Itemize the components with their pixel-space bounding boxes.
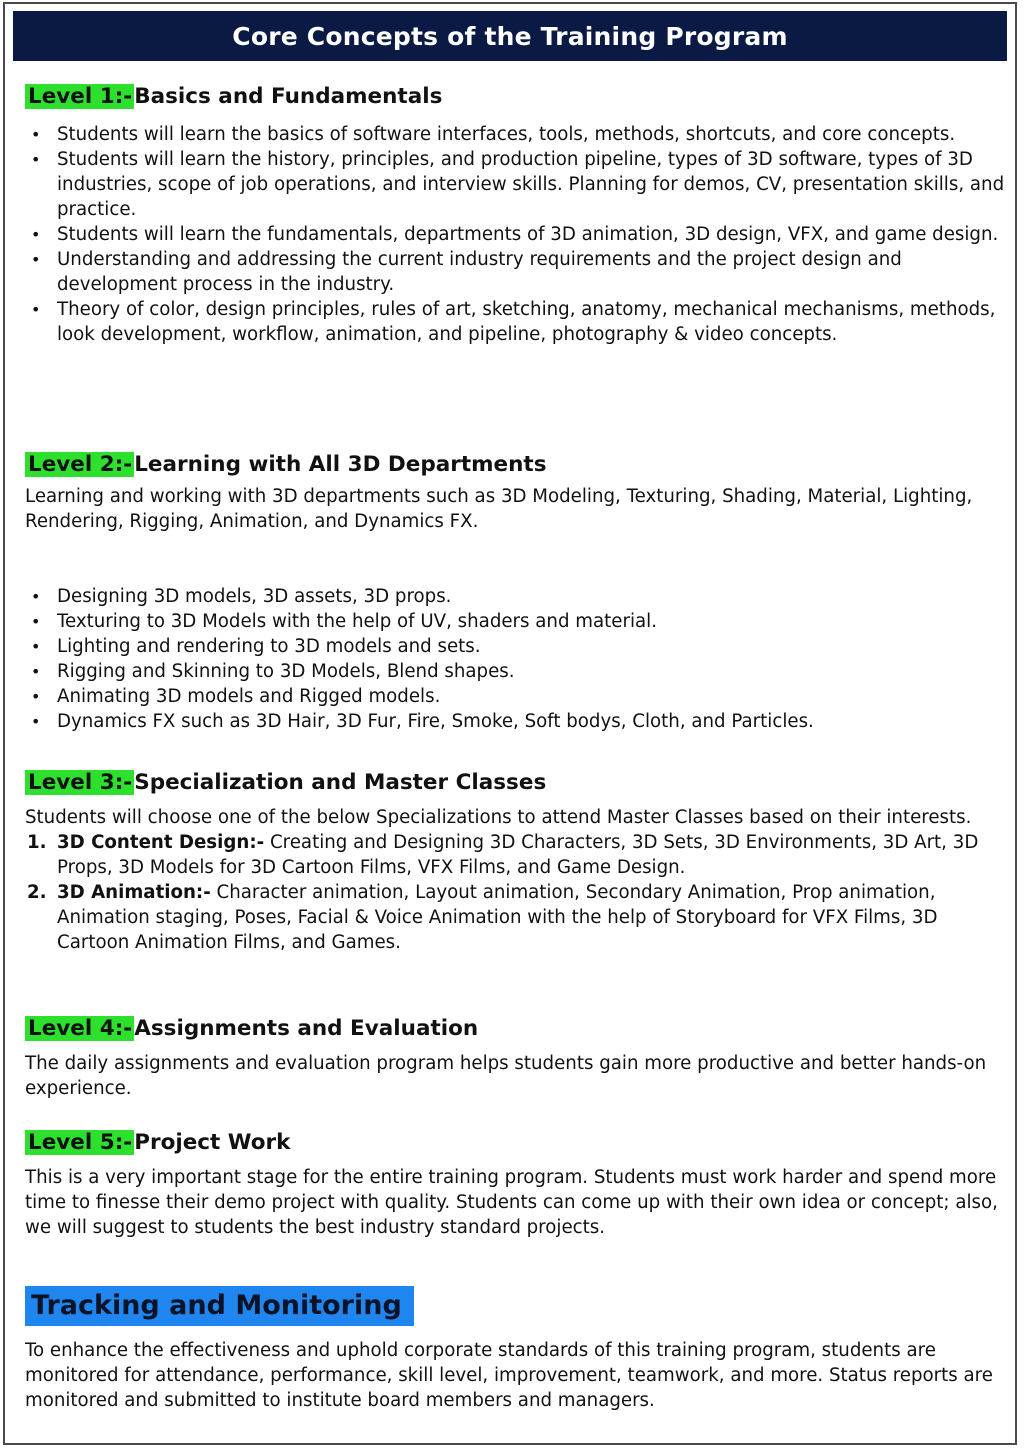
level-2-intro-text: Learning and working with 3D departments such as 3D Modeling, Texturing, Shading, Material, Lighting, Rendering, Rigging, Animation, and Dynamics FX. bbox=[25, 486, 973, 532]
level-2-title: Learning with All 3D Departments bbox=[134, 452, 547, 477]
list-item: • Students will learn the fundamentals, departments of 3D animation, 3D design, VFX, and game design. bbox=[25, 222, 1010, 247]
level-2-heading bbox=[25, 450, 1010, 480]
list-item: • Dynamics FX such as 3D Hair, 3D Fur, Fire, Smoke, Soft bodys, Cloth, and Particles. bbox=[25, 709, 1010, 734]
level-5-title: Project Work bbox=[134, 1130, 291, 1155]
list-item-text: Creating and Designing 3D Characters, 3D Sets, 3D Environments, 3D Art, 3D Props, 3D Models for 3D Cartoon Films, VFX Films, and Game Design. bbox=[57, 832, 979, 878]
document-page bbox=[3, 2, 1017, 1445]
level-2-intro bbox=[25, 484, 1010, 534]
list-item-term: 3D Content Design:- bbox=[57, 832, 265, 853]
list-item bbox=[25, 880, 1010, 955]
page-title-banner bbox=[13, 11, 1007, 61]
list-item: • Lighting and rendering to 3D models and sets. bbox=[25, 634, 1010, 659]
level-4-tag: Level 4:- bbox=[25, 1016, 134, 1041]
level-3-numbered-list bbox=[25, 830, 1010, 955]
level-4-heading bbox=[25, 1014, 1010, 1044]
list-item-term: 3D Animation:- bbox=[57, 882, 211, 903]
level-3-heading bbox=[25, 768, 1010, 798]
level-3-intro-text: Students will choose one of the below Specializations to attend Master Classes based on their interests. bbox=[25, 807, 972, 828]
level-5-intro-text: This is a very important stage for the entire training program. Students must work harder and spend more time to finesse their demo project with quality. Students can come up with their own idea or concept; also, we will suggest to students the best industry standard projects. bbox=[25, 1167, 998, 1238]
level-3-section bbox=[25, 768, 1010, 955]
list-item: • Theory of color, design principles, rules of art, sketching, anatomy, mechanical mechanisms, methods, look development, workflow, animation, and pipeline, photography & video concepts. bbox=[25, 297, 1010, 347]
level-1-bullet-list bbox=[25, 122, 1010, 347]
list-item bbox=[25, 830, 1010, 880]
level-2-bullet-list bbox=[25, 584, 1010, 734]
list-item: • Students will learn the history, principles, and production pipeline, types of 3D software, types of 3D industries, scope of job operations, and interview skills. Planning for demos, CV, presentation skills, and practice. bbox=[25, 147, 1010, 222]
level-1-heading bbox=[25, 82, 1010, 112]
list-item-text: Character animation, Layout animation, Secondary Animation, Prop animation, Animation staging, Poses, Facial & Voice Animation with the help of Storyboard for VFX Films, 3D Cartoon Animation Films, and Games. bbox=[57, 882, 938, 953]
list-item: • Students will learn the basics of software interfaces, tools, methods, shortcuts, and core concepts. bbox=[25, 122, 1010, 147]
tracking-body bbox=[25, 1338, 1010, 1413]
list-item: • Understanding and addressing the current industry requirements and the project design and development process in the industry. bbox=[25, 247, 1010, 297]
level-3-tag: Level 3:- bbox=[25, 770, 134, 795]
level-2-tag: Level 2:- bbox=[25, 452, 134, 477]
level-2-section bbox=[25, 450, 1010, 734]
page-title: Core Concepts of the Training Program bbox=[232, 21, 788, 51]
level-1-title: Basics and Fundamentals bbox=[134, 84, 443, 109]
list-item: • Texturing to 3D Models with the help of UV, shaders and material. bbox=[25, 609, 1010, 634]
level-3-intro bbox=[25, 805, 1010, 830]
tracking-section bbox=[25, 1286, 1010, 1413]
list-number: 2. bbox=[27, 882, 47, 903]
tracking-heading: Tracking and Monitoring bbox=[25, 1286, 414, 1326]
level-3-title: Specialization and Master Classes bbox=[134, 770, 547, 795]
tracking-text: To enhance the effectiveness and uphold corporate standards of this training program, students are monitored for attendance, performance, skill level, improvement, teamwork, and more. Status reports are monitored and submitted to institute board members and managers. bbox=[25, 1340, 993, 1411]
level-4-intro-text: The daily assignments and evaluation program helps students gain more productive and better hands-on experience. bbox=[25, 1053, 987, 1099]
level-5-tag: Level 5:- bbox=[25, 1130, 134, 1155]
list-item: • Animating 3D models and Rigged models. bbox=[25, 684, 1010, 709]
level-1-tag: Level 1:- bbox=[25, 84, 134, 109]
level-1-section bbox=[25, 82, 1010, 347]
level-4-title: Assignments and Evaluation bbox=[134, 1016, 479, 1041]
list-number: 1. bbox=[27, 832, 47, 853]
list-item: • Rigging and Skinning to 3D Models, Blend shapes. bbox=[25, 659, 1010, 684]
level-5-heading bbox=[25, 1128, 1010, 1158]
level-4-intro bbox=[25, 1051, 1010, 1101]
level-5-section bbox=[25, 1128, 1010, 1240]
level-5-intro bbox=[25, 1165, 1010, 1240]
list-item: • Designing 3D models, 3D assets, 3D props. bbox=[25, 584, 1010, 609]
level-4-section bbox=[25, 1014, 1010, 1101]
